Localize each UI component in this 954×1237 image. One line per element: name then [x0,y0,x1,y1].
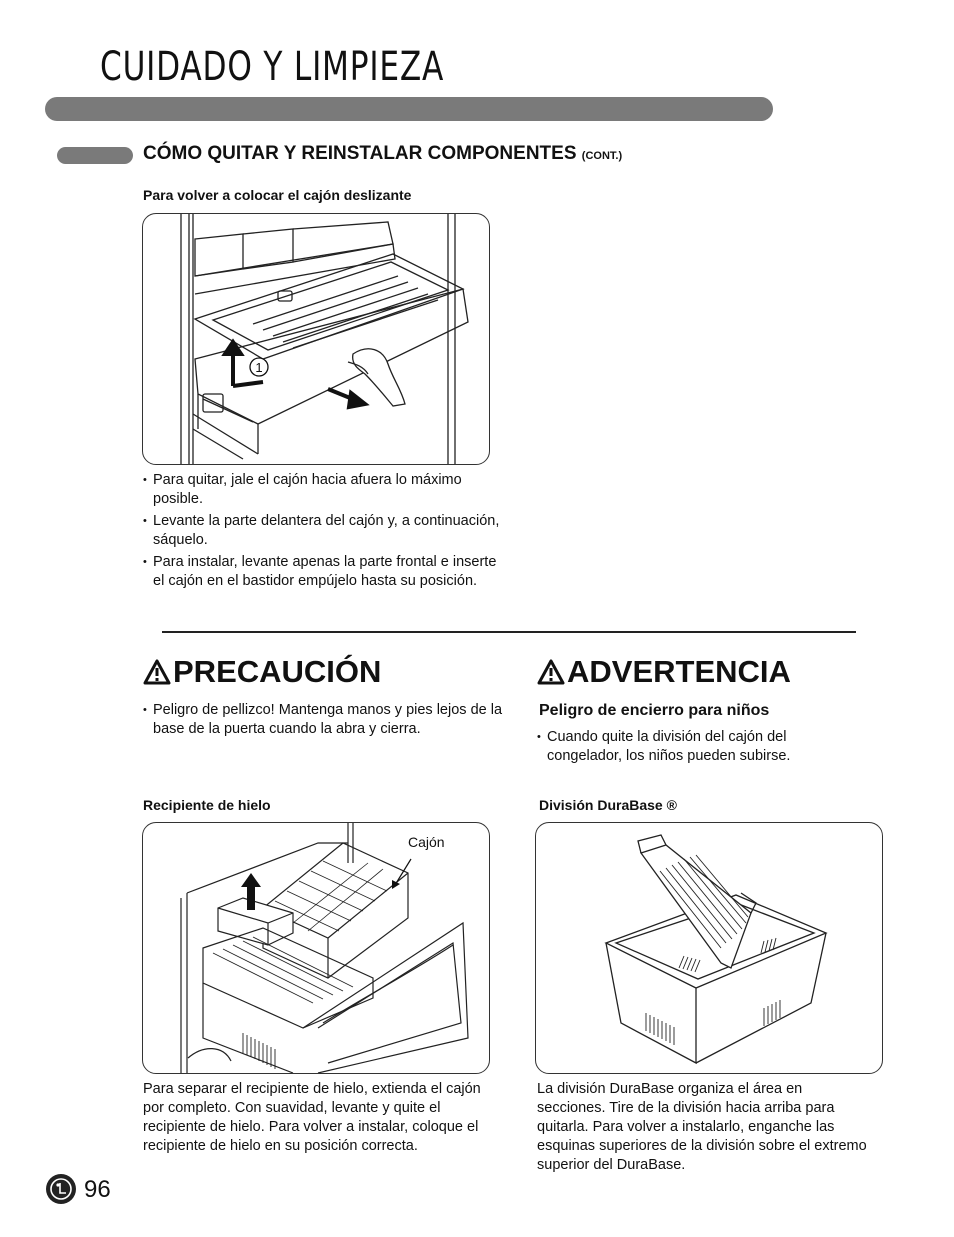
list-item: • Cuando quite la división del cajón del congelador, los niños pueden subirse. [537,728,837,766]
caution-title: PRECAUCIÓN [173,654,382,689]
warning-heading [537,654,791,690]
caution-heading [143,654,381,690]
drawer-instructions [143,471,503,594]
durabase-text: La división DuraBase organiza el área en secciones. Tire de la división hacia arriba para quitarla. Para volver a instalarlo, enganche las esquinas superiores de la división sobre el extremo superior del DuraBase. [537,1081,867,1173]
section-divider [162,631,856,633]
list-item: • Para quitar, jale el cajón hacia afuera lo máximo posible. [143,471,503,509]
list-item: • Peligro de pellizco! Mantenga manos y pies lejos de la base de la puerta cuando la abra y cierra. [143,701,518,739]
ice-bin-text: Para separar el recipiente de hielo, extienda el cajón por completo. Con suavidad, levante y quite el recipiente de hielo. Para volver a instalar, coloque el recipiente de hielo en su posición correcta. [143,1081,481,1154]
durabase-heading: División DuraBase ® [539,797,677,813]
drawer-drawing [143,214,489,464]
drawer-heading: Para volver a colocar el cajón deslizante [143,187,412,203]
caution-list [143,701,518,742]
durabase-drawing [536,823,882,1073]
title-bar [45,97,773,121]
ice-bin-illustration [142,822,490,1074]
section-title [143,143,622,165]
drawer-callout: 1 [255,360,263,375]
warning-list [537,728,837,769]
warning-triangle-icon [537,659,565,685]
warning-subtitle: Peligro de encierro para niños [539,702,770,719]
lg-logo-icon [46,1174,76,1204]
list-item: • Levante la parte delantera del cajón y, a continuación, sáquelo. [143,512,503,550]
ice-bin-heading: Recipiente de hielo [143,797,271,813]
durabase-illustration [535,822,883,1074]
page-number: 96 [84,1176,111,1203]
drawer-illustration [142,213,490,465]
page-title: CUIDADO Y LIMPIEZA [100,44,445,90]
ice-bin-drawing [143,823,489,1073]
warning-title: ADVERTENCIA [567,654,791,689]
drawer-label: Cajón [408,834,445,850]
section-title-suffix: (CONT.) [581,150,623,162]
section-title-text: CÓMO QUITAR Y REINSTALAR COMPONENTES [143,143,577,164]
list-item: • Para instalar, levante apenas la parte frontal e inserte el cajón en el bastidor empújelo hasta su posición. [143,553,503,591]
section-pill [57,147,133,164]
warning-triangle-icon [143,659,171,685]
